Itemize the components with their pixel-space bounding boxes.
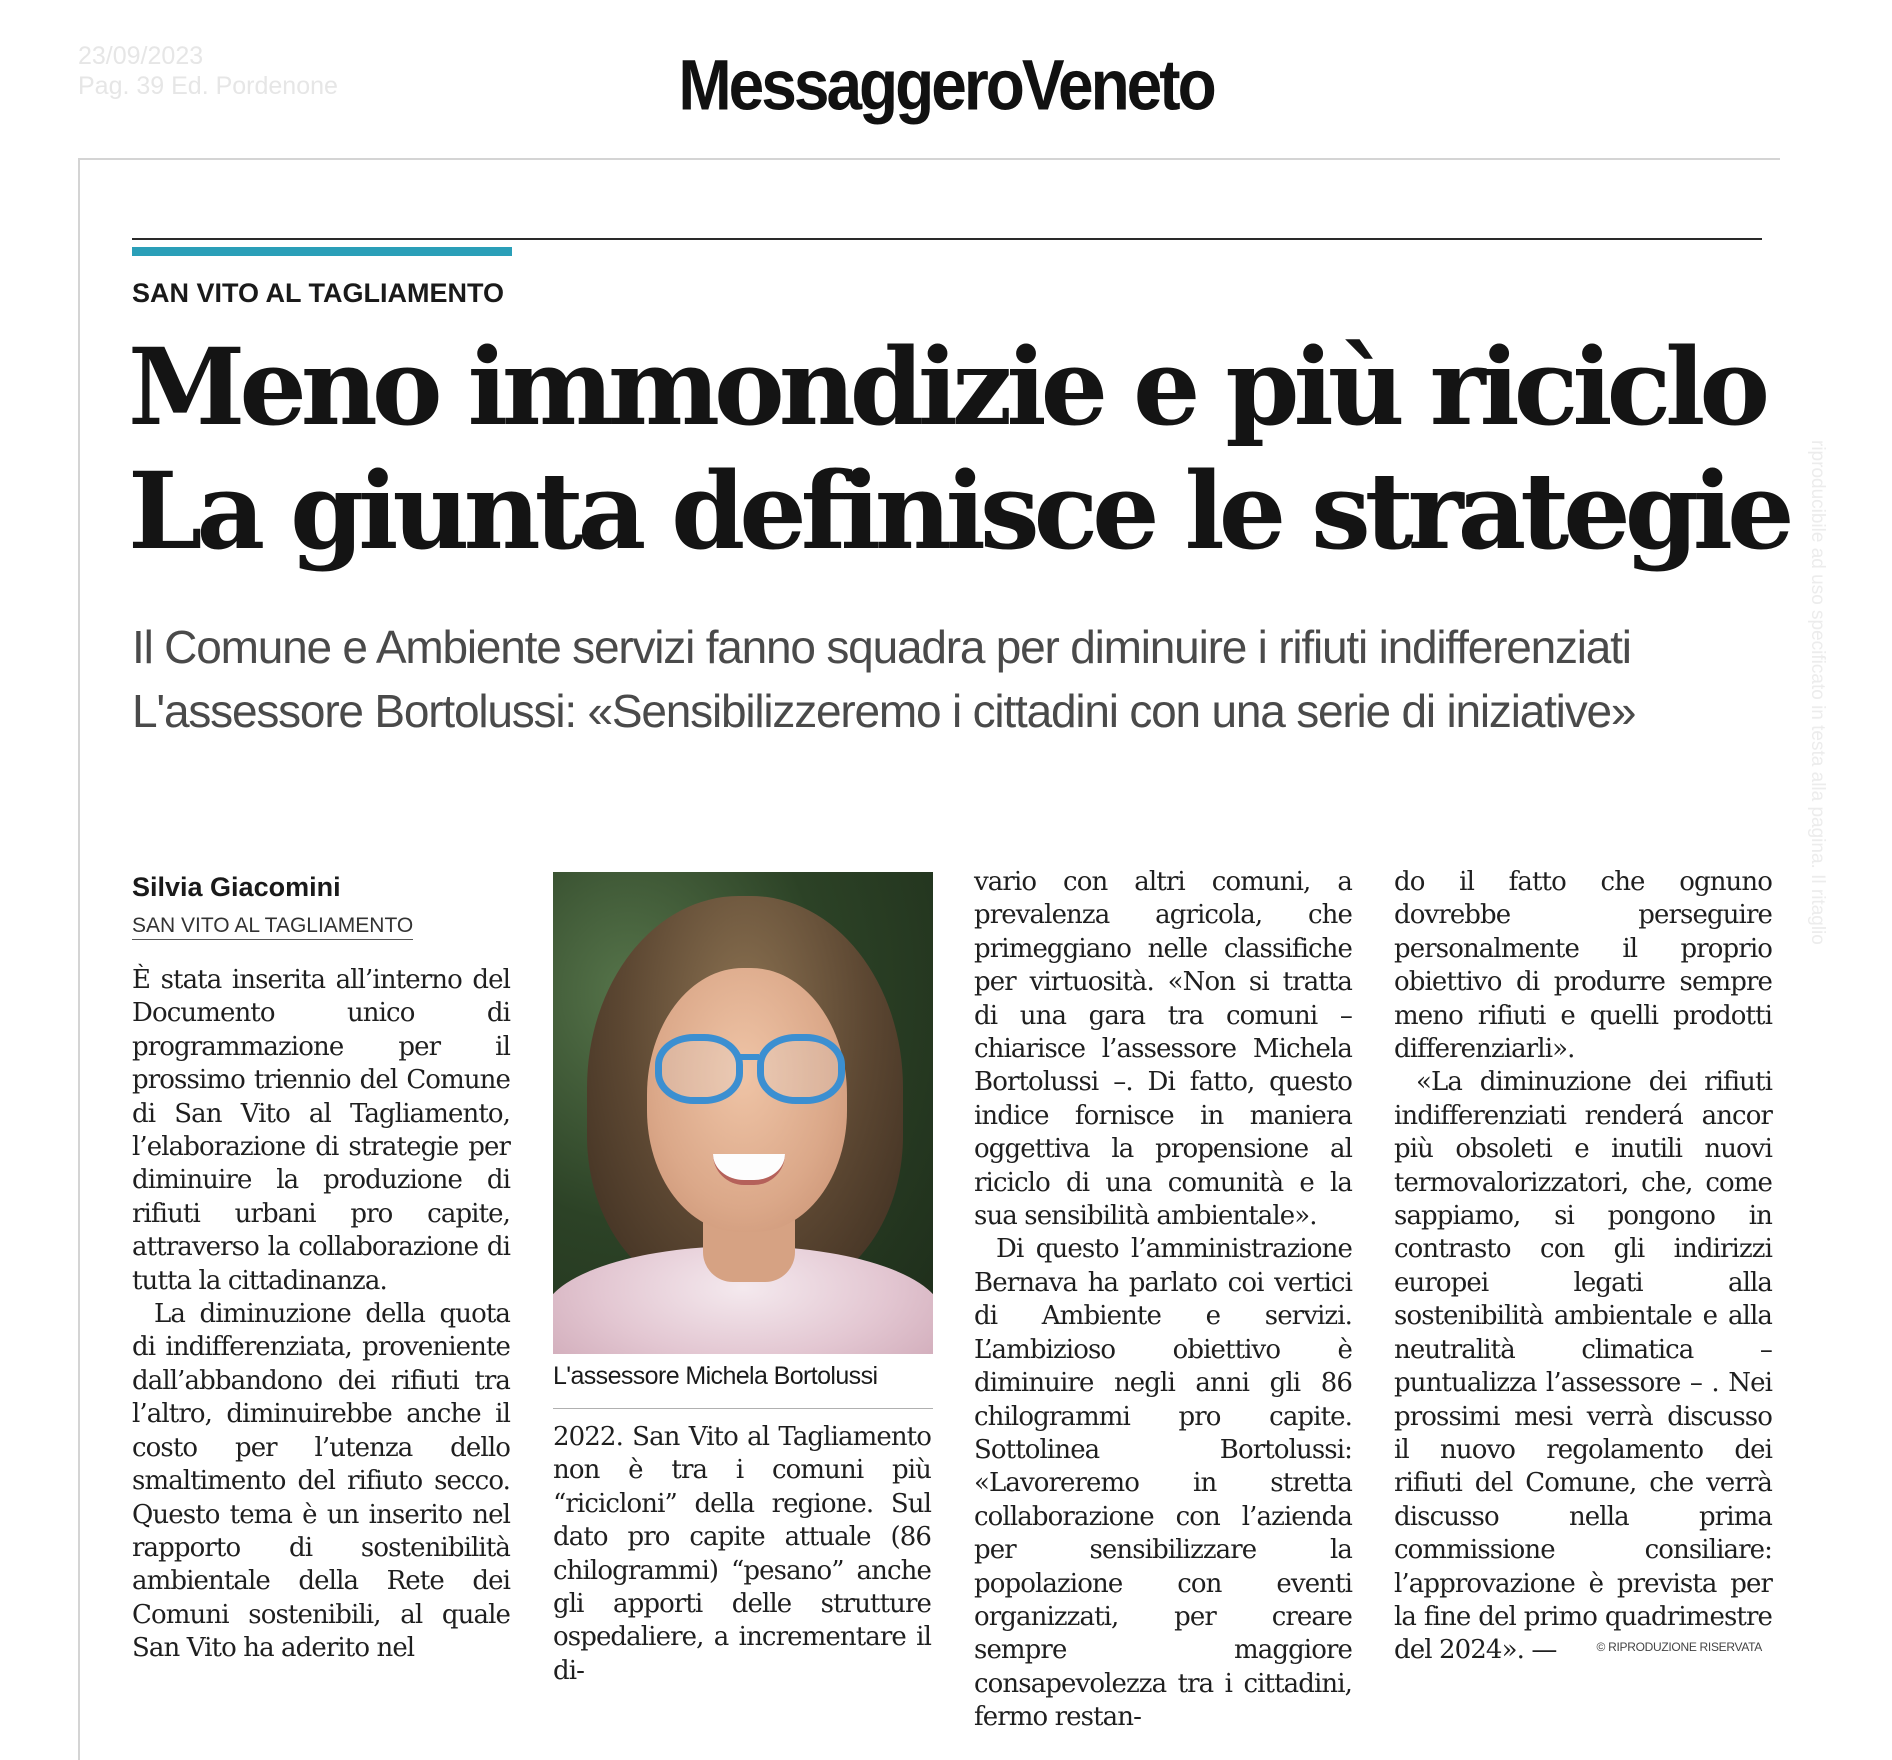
byline-author: Silvia Giacomini <box>132 872 341 902</box>
body-paragraph: do il fatto che ognuno dovrebbe perseguire personalmente il proprio obiettivo di produrre sempre meno rifiuti e quelli prodotti differenziarli». <box>1394 867 1772 1065</box>
page-info: Pag. 39 Ed. Pordenone <box>78 72 338 100</box>
publication-date: 23/09/2023 <box>78 42 204 70</box>
article-column-1 <box>132 964 510 1666</box>
body-paragraph: Di questo l’amministrazione Bernava ha parlato coi vertici di Ambiente e servizi. L’ambizioso obiettivo è diminuire negli anni gli 86 chilogrammi pro capite. Sottolinea Bortolussi: «Lavoreremo in stretta collaborazione con l’azienda per sensibilizzare la popolazione con eventi organizzati, per creare sempre maggiore consapevolezza tra i cittadini, fermo restan- <box>974 1234 1352 1733</box>
section-accent-bar <box>132 247 512 256</box>
portrait-photo <box>553 872 933 1354</box>
body-paragraph: vario con altri comuni, a prevalenza agricola, che primeggiano nelle classifiche per virtuosità. «Non si tratta di una gara tra comuni – chiarisce l’assessore Michela Bortolussi –. Di fatto, questo indice fornisce in maniera oggettiva la propensione al riciclo di una comunità e la sua sensibilità ambientale». <box>974 867 1352 1232</box>
side-watermark-note: riproducibile ad uso specificato in testa alla pagina. Il ritaglio <box>1807 440 1828 945</box>
article-column-2 <box>553 1421 931 1688</box>
headline-line-1: Meno immondizie e più riciclo <box>128 324 1765 449</box>
newspaper-masthead: MessaggeroVeneto <box>678 44 1214 126</box>
body-paragraph: La diminuzione della quota di indifferenziata, proveniente dall’abbandono dei rifiuti tra l’altro, diminuirebbe anche il costo per l’utenza dello smaltimento del rifiuto secco. Questo tema è un inserito nel rapporto di sostenibilità ambientale della Rete dei Comuni sostenibili, al quale San Vito ha aderito nel <box>132 1299 510 1664</box>
article-column-3 <box>974 866 1352 1735</box>
summary-line-1: Il Comune e Ambiente servizi fanno squadra per diminuire i rifiuti indifferenziati <box>132 621 1631 673</box>
body-paragraph: «La diminuzione dei rifiuti indifferenziati renderá ancor più obsoleti e inutili nuovi termovalorizzatori, che, come sappiamo, si pongono in contrasto con gli indirizzi europei legati alla sostenibilità ambientale e alla neutralità climatica – puntualizza l’assessore – . Nei prossimi mesi verrà discusso il nuovo regolamento dei rifiuti del Comune, che verrà discusso nella prima commissione consiliare: l’approvazione è prevista per la fine del primo quadrimestre del 2024». — <box>1394 1067 1772 1666</box>
article-column-4 <box>1394 866 1772 1668</box>
glasses-bridge <box>739 1054 759 1060</box>
article-kicker: SAN VITO AL TAGLIAMENTO <box>132 278 505 308</box>
body-paragraph: È stata inserita all’interno del Documento unico di programmazione per il prossimo triennio del Comune di San Vito al Tagliamento, l’elaborazione di strategie per diminuire la produzione di rifiuti urbani pro capite, attraverso la collaborazione di tutta la cittadinanza. <box>132 965 510 1296</box>
glasses-lens-left <box>655 1034 743 1104</box>
glasses-lens-right <box>757 1034 845 1104</box>
section-rule <box>132 238 1762 240</box>
copyright-notice: © RIPRODUZIONE RISERVATA <box>1596 1640 1762 1654</box>
summary-line-2: L'assessore Bortolussi: «Sensibilizzeremo i cittadini con una serie di iniziative» <box>132 685 1636 737</box>
caption-rule <box>553 1408 933 1409</box>
body-paragraph: 2022. San Vito al Tagliamento non è tra i comuni più “ricicloni” della regione. Sul dato pro capite attuale (86 chilogrammi) “pesano” anche gli apporti delle strutture ospedaliere, a incrementare il di- <box>553 1422 931 1686</box>
headline-line-2: La giunta definisce le strategie <box>128 448 1789 573</box>
photo-caption: L'assessore Michela Bortolussi <box>553 1362 878 1390</box>
byline-location: SAN VITO AL TAGLIAMENTO <box>132 914 413 940</box>
